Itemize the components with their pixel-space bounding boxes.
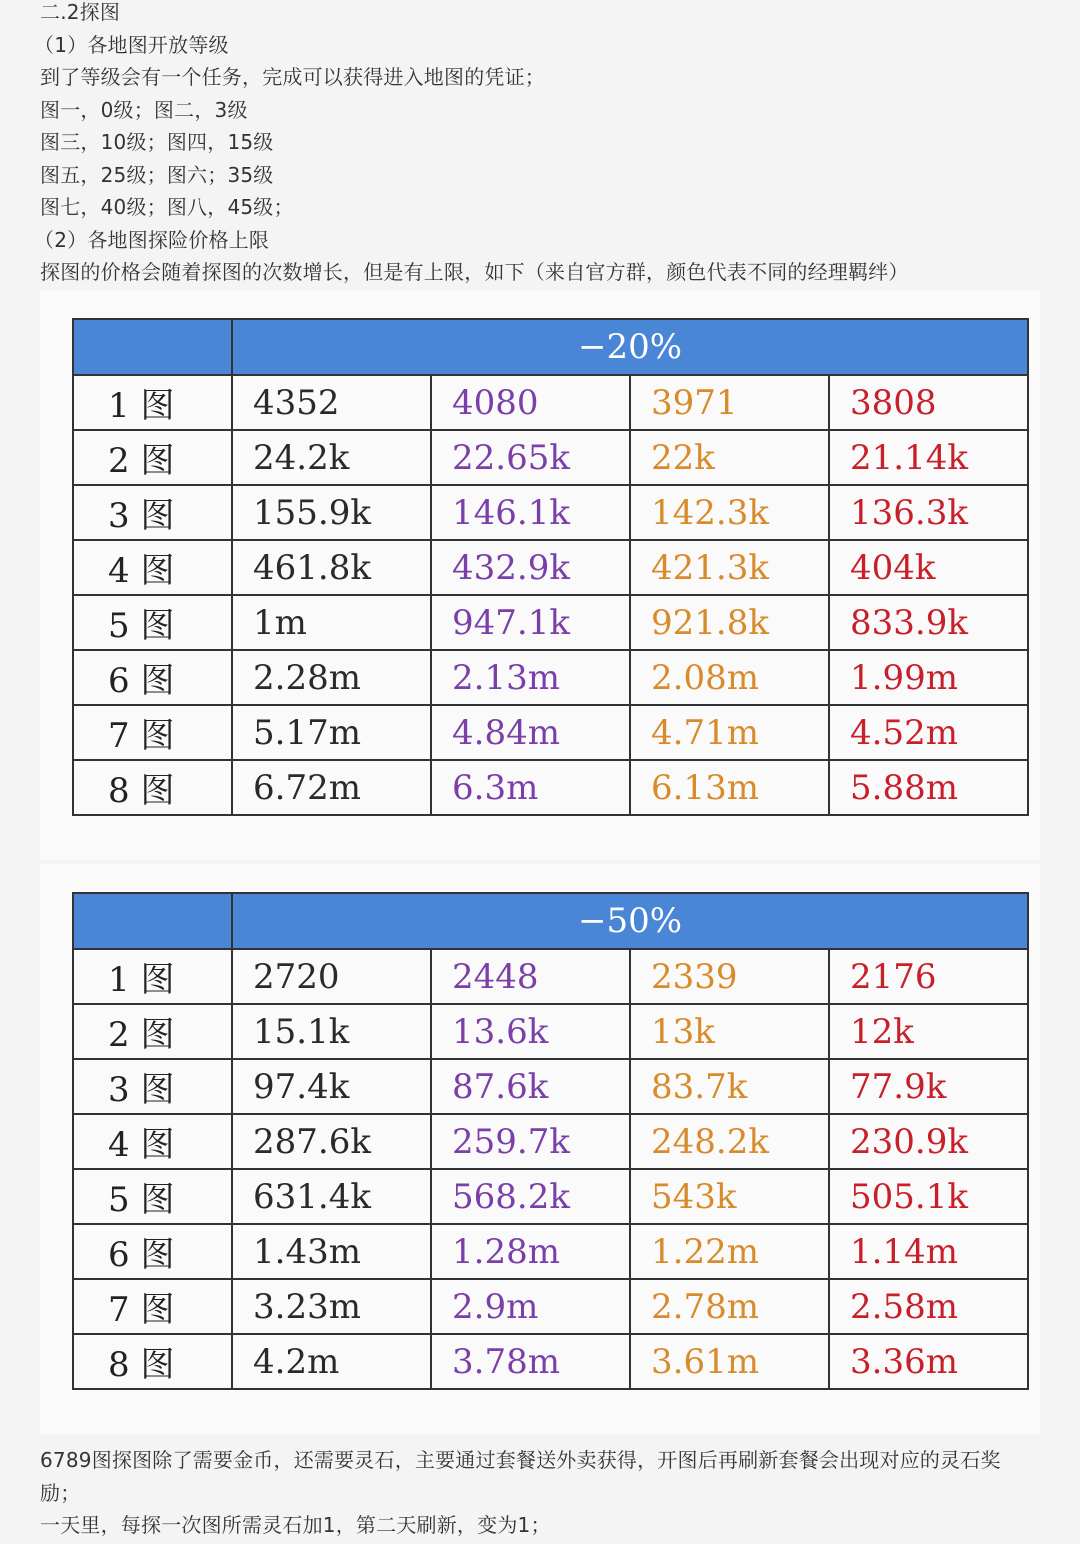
map-cell: 2 图 (73, 1004, 232, 1059)
price-cell: 2.28m (232, 650, 431, 705)
price-cell: 568.2k (431, 1169, 630, 1224)
price-cell: 4.2m (232, 1334, 431, 1389)
price-cell: 4.52m (829, 705, 1028, 760)
paragraph: 图五，25级；图六；35级 (40, 162, 274, 187)
price-cell: 2.13m (431, 650, 630, 705)
price-cell: 5.17m (232, 705, 431, 760)
price-cell: 3.36m (829, 1334, 1028, 1389)
price-cell: 921.8k (630, 595, 829, 650)
map-cell: 4 图 (73, 1114, 232, 1169)
price-cell: 631.4k (232, 1169, 431, 1224)
table-row (73, 1279, 1028, 1334)
price-cell: 2.78m (630, 1279, 829, 1334)
table-row (73, 540, 1028, 595)
price-cell: 230.9k (829, 1114, 1028, 1169)
table-row (73, 595, 1028, 650)
price-cell: 404k (829, 540, 1028, 595)
map-cell: 8 图 (73, 760, 232, 815)
intro-text (34, 0, 1050, 289)
price-cell: 2448 (431, 949, 630, 1004)
price-table-image-1 (40, 290, 1040, 860)
price-cell: 97.4k (232, 1059, 431, 1114)
price-table (72, 892, 1029, 1390)
discount-header: −20% (232, 319, 1028, 375)
paragraph: 图三，10级；图四，15级 (40, 130, 274, 154)
price-cell: 3.23m (232, 1279, 431, 1334)
table-row (73, 650, 1028, 705)
price-cell: 142.3k (630, 485, 829, 540)
map-cell: 6 图 (73, 1224, 232, 1279)
price-cell: 87.6k (431, 1059, 630, 1114)
price-cell: 259.7k (431, 1114, 630, 1169)
price-cell: 1.43m (232, 1224, 431, 1279)
price-cell: 287.6k (232, 1114, 431, 1169)
table-row (73, 485, 1028, 540)
price-cell: 2176 (829, 949, 1028, 1004)
price-cell: 2.58m (829, 1279, 1028, 1334)
price-cell: 3.78m (431, 1334, 630, 1389)
price-cell: 248.2k (630, 1114, 829, 1169)
price-cell: 2720 (232, 949, 431, 1004)
map-cell: 8 图 (73, 1334, 232, 1389)
table-row (73, 949, 1028, 1004)
map-cell: 1 图 (73, 375, 232, 430)
price-cell: 21.14k (829, 430, 1028, 485)
price-cell: 2.9m (431, 1279, 630, 1334)
table-row (73, 1224, 1028, 1279)
price-cell: 22k (630, 430, 829, 485)
price-cell: 461.8k (232, 540, 431, 595)
price-cell: 4.84m (431, 705, 630, 760)
price-cell: 77.9k (829, 1059, 1028, 1114)
price-cell: 3.61m (630, 1334, 829, 1389)
price-cell: 1.99m (829, 650, 1028, 705)
price-cell: 83.7k (630, 1059, 829, 1114)
price-cell: 1.28m (431, 1224, 630, 1279)
price-cell: 947.1k (431, 595, 630, 650)
price-cell: 22.65k (431, 430, 630, 485)
map-cell: 3 图 (73, 1059, 232, 1114)
price-table (72, 318, 1029, 816)
map-cell: 5 图 (73, 595, 232, 650)
map-cell: 1 图 (73, 949, 232, 1004)
price-cell: 12k (829, 1004, 1028, 1059)
table-row (73, 1114, 1028, 1169)
price-cell: 3808 (829, 375, 1028, 430)
price-cell: 136.3k (829, 485, 1028, 540)
price-cell: 155.9k (232, 485, 431, 540)
map-cell: 4 图 (73, 540, 232, 595)
price-cell: 421.3k (630, 540, 829, 595)
price-cell: 543k (630, 1169, 829, 1224)
price-cell: 3971 (630, 375, 829, 430)
price-cell: 505.1k (829, 1169, 1028, 1224)
price-cell: 6.13m (630, 760, 829, 815)
map-cell: 5 图 (73, 1169, 232, 1224)
price-cell: 13.6k (431, 1004, 630, 1059)
price-cell: 24.2k (232, 430, 431, 485)
table-row (73, 1059, 1028, 1114)
paragraph: 6789图探图除了需要金币，还需要灵石，主要通过套餐送外卖获得，开图后再刷新套餐会出现对应的灵石奖励； (40, 1448, 1001, 1505)
price-cell: 6.72m (232, 760, 431, 815)
outro-text (40, 1444, 1040, 1542)
price-table-image-2 (40, 864, 1040, 1434)
price-cell: 1.14m (829, 1224, 1028, 1279)
map-cell: 2 图 (73, 430, 232, 485)
table-row (73, 760, 1028, 815)
paragraph: 一天里，每探一次图所需灵石加1，第二天刷新，变为1； (40, 1513, 551, 1537)
price-cell: 15.1k (232, 1004, 431, 1059)
price-cell: 146.1k (431, 485, 630, 540)
paragraph: 探图的价格会随着探图的次数增长，但是有上限，如下（来自官方群，颜色代表不同的经理羁绊） (40, 260, 909, 284)
price-cell: 4.71m (630, 705, 829, 760)
corner-cell (73, 319, 232, 375)
price-cell: 833.9k (829, 595, 1028, 650)
price-cell: 1.22m (630, 1224, 829, 1279)
table-row (73, 1004, 1028, 1059)
subsection-title: （2）各地图探险价格上限 (34, 227, 270, 252)
table-row (73, 430, 1028, 485)
price-cell: 4352 (232, 375, 431, 430)
price-cell: 2.08m (630, 650, 829, 705)
price-cell: 1m (232, 595, 431, 650)
map-cell: 7 图 (73, 705, 232, 760)
discount-header: −50% (232, 893, 1028, 949)
subsection-title: （1）各地图开放等级 (34, 32, 229, 57)
map-cell: 7 图 (73, 1279, 232, 1334)
table-row (73, 1334, 1028, 1389)
paragraph: 图七，40级；图八，45级； (40, 195, 294, 219)
section-title: 二.2探图 (40, 0, 121, 24)
table-row (73, 705, 1028, 760)
price-cell: 6.3m (431, 760, 630, 815)
table-row (73, 375, 1028, 430)
paragraph: 到了等级会有一个任务，完成可以获得进入地图的凭证； (40, 65, 545, 89)
corner-cell (73, 893, 232, 949)
price-cell: 432.9k (431, 540, 630, 595)
paragraph: 图一，0级；图二，3级 (40, 97, 248, 122)
price-cell: 5.88m (829, 760, 1028, 815)
map-cell: 6 图 (73, 650, 232, 705)
table-row (73, 1169, 1028, 1224)
map-cell: 3 图 (73, 485, 232, 540)
price-cell: 2339 (630, 949, 829, 1004)
price-cell: 13k (630, 1004, 829, 1059)
price-cell: 4080 (431, 375, 630, 430)
